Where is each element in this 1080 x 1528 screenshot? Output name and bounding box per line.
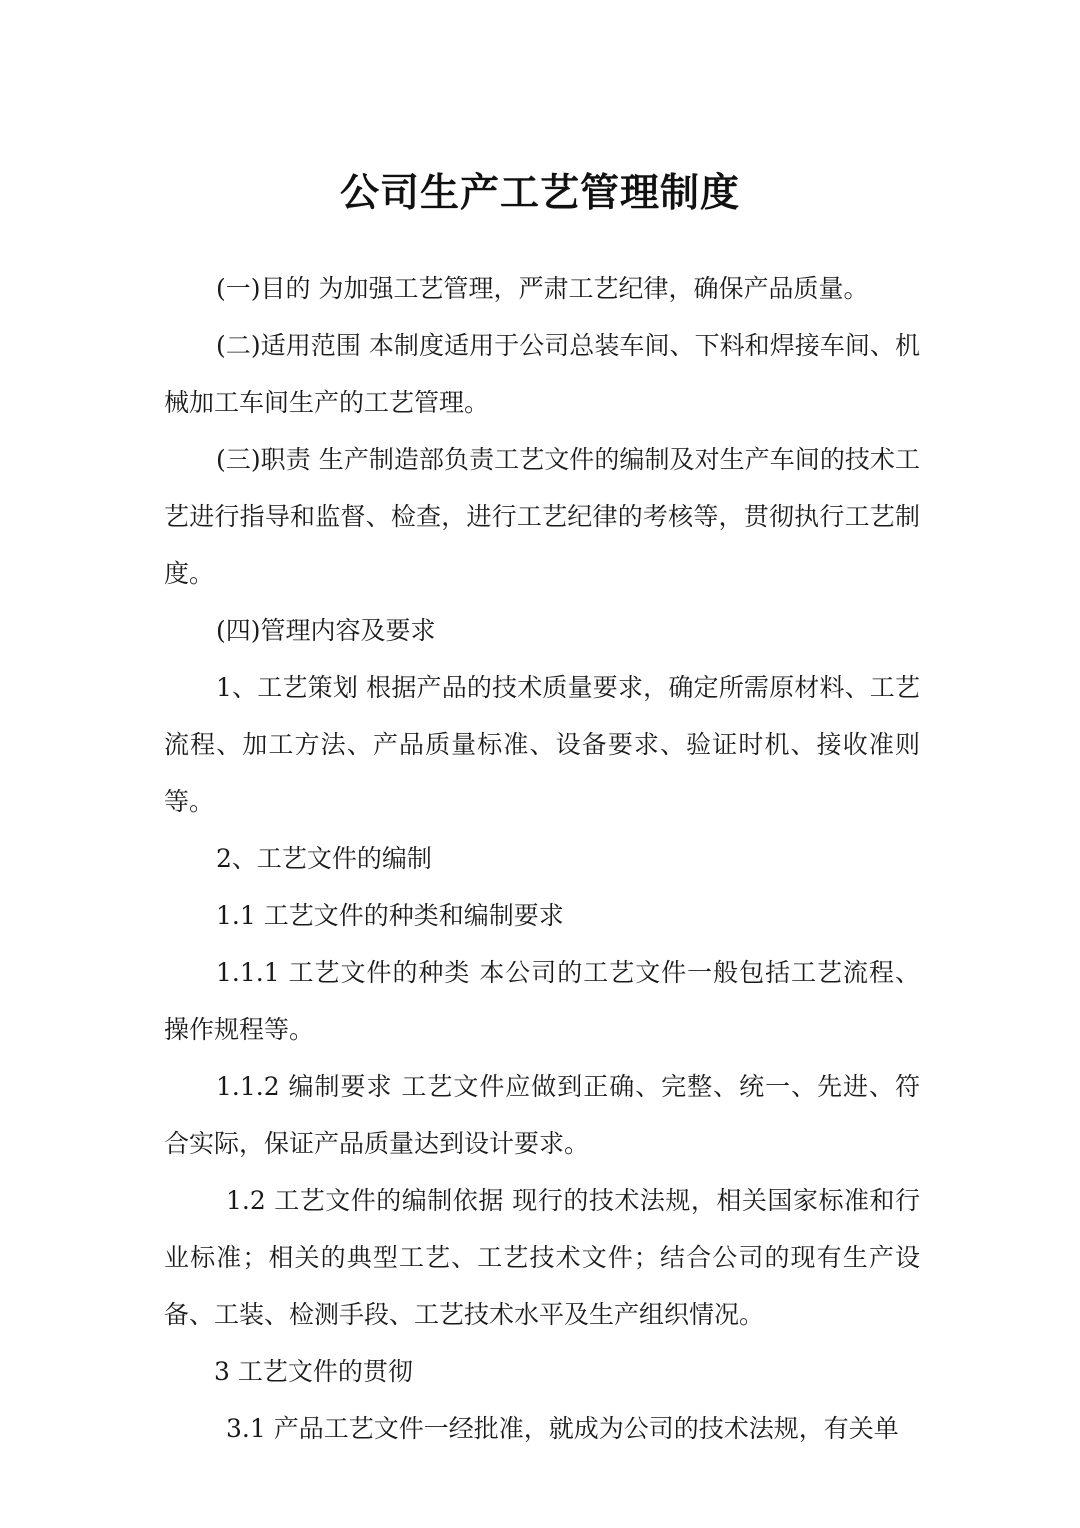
paragraph-implementation-heading: 3 工艺文件的贯彻 bbox=[214, 1357, 413, 1386]
paragraph-responsibility: (三)职责 生产制造部负责工艺文件的编制及对生产车间的技术工艺进行指导和监督、检查，进行工艺纪律的考核等，贯彻执行工艺制度。 bbox=[164, 445, 920, 588]
document-title: 公司生产工艺管理制度 bbox=[339, 171, 740, 216]
paragraph-implementation-detail: 3.1 产品工艺文件一经批准，就成为公司的技术法规，有关单 bbox=[226, 1414, 899, 1443]
paragraph-purpose: (一)目的 为加强工艺管理，严肃工艺纪律，确保产品质量。 bbox=[216, 274, 869, 303]
paragraph-compilation-basis: 1.2 工艺文件的编制依据 现行的技术法规，相关国家标准和行业标准；相关的典型工艺、工艺技术文件；结合公司的现有生产设备、工装、检测手段、工艺技术水平及生产组织情况。 bbox=[164, 1186, 920, 1329]
paragraph-types-and-requirements-heading: 1.1 工艺文件的种类和编制要求 bbox=[216, 901, 564, 930]
paragraph-document-types: 1.1.1 工艺文件的种类 本公司的工艺文件一般包括工艺流程、操作规程等。 bbox=[164, 958, 920, 1044]
paragraph-scope: (二)适用范围 本制度适用于公司总装车间、下料和焊接车间、机械加工车间生产的工艺管理。 bbox=[164, 331, 920, 417]
paragraph-document-compilation-heading: 2、工艺文件的编制 bbox=[216, 844, 432, 873]
paragraph-management-heading: (四)管理内容及要求 bbox=[216, 616, 436, 645]
paragraph-compilation-requirements: 1.1.2 编制要求 工艺文件应做到正确、完整、统一、先进、符合实际，保证产品质量达到设计要求。 bbox=[164, 1072, 920, 1158]
paragraph-process-planning: 1、工艺策划 根据产品的技术质量要求，确定所需原材料、工艺流程、加工方法、产品质量标准、设备要求、验证时机、接收准则等。 bbox=[164, 673, 920, 816]
document-body bbox=[164, 260, 920, 1457]
